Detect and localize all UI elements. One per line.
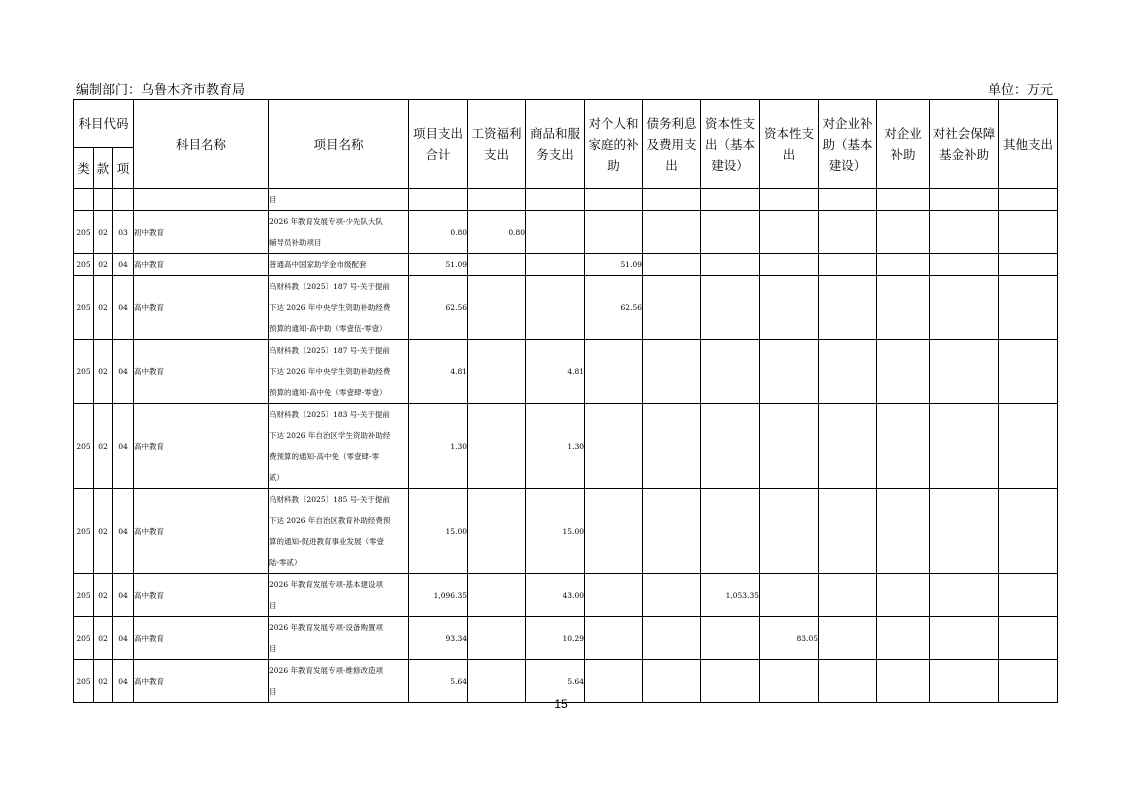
social-security-cell	[930, 211, 999, 254]
capital-cell: 83.05	[760, 617, 819, 660]
wages-cell	[468, 340, 526, 404]
total-cell: 0.80	[409, 211, 468, 254]
social-security-cell	[930, 276, 999, 340]
social-security-cell	[930, 340, 999, 404]
budget-table	[73, 99, 1058, 703]
debt-interest-cell	[643, 340, 701, 404]
lei-cell: 205	[74, 276, 94, 340]
lei-cell: 205	[74, 617, 94, 660]
table-row	[74, 189, 1058, 211]
enterprise-basic-cell	[819, 340, 877, 404]
total-cell: 1,096.35	[409, 574, 468, 617]
social-security-cell	[930, 254, 999, 276]
header-line: 对社会保障	[932, 126, 996, 141]
header-line: 出	[782, 147, 796, 162]
project-name-cell	[269, 617, 409, 660]
header-capital	[760, 100, 819, 189]
kuan-cell: 02	[94, 276, 113, 340]
capital-cell	[760, 340, 819, 404]
table-row	[74, 340, 1058, 404]
personal-subsidy-cell	[585, 211, 643, 254]
debt-interest-cell	[643, 189, 701, 211]
header-line: 务支出	[536, 147, 574, 162]
table-row	[74, 617, 1058, 660]
debt-interest-cell	[643, 489, 701, 574]
personal-subsidy-cell	[585, 189, 643, 211]
other-cell	[999, 276, 1058, 340]
wages-cell	[468, 276, 526, 340]
project-name-line: 2026 年教育发展专项-少先队大队	[269, 217, 384, 226]
project-name-line: 目	[269, 687, 277, 696]
subject-name-cell: 高中教育	[134, 617, 269, 660]
project-name-line: 乌财科教〔2025〕185 号-关于提前	[269, 495, 390, 504]
header-goods-services	[526, 100, 585, 189]
enterprise-cell	[877, 340, 930, 404]
lei-cell: 205	[74, 404, 94, 489]
capital-basic-cell	[701, 211, 760, 254]
debt-interest-cell	[643, 404, 701, 489]
project-name-line: 2026 年教育发展专项-设备购置项	[269, 623, 384, 632]
project-name-line: 2026 年教育发展专项-维修改造项	[269, 666, 384, 675]
table-body	[74, 189, 1058, 703]
project-name-line: 下达 2026 年自治区学生资助补助经	[269, 431, 391, 440]
xiang-cell: 04	[113, 489, 134, 574]
total-cell	[409, 189, 468, 211]
social-security-cell	[930, 574, 999, 617]
wages-cell	[468, 404, 526, 489]
header-line: 合计	[425, 147, 451, 162]
subject-name-cell: 高中教育	[134, 340, 269, 404]
header-debt-interest	[643, 100, 701, 189]
table-row	[74, 211, 1058, 254]
social-security-cell	[930, 189, 999, 211]
project-name-line: 普通高中国家助学金市级配套	[269, 260, 367, 269]
kuan-cell: 02	[94, 489, 113, 574]
debt-interest-cell	[643, 574, 701, 617]
personal-subsidy-cell: 62.56	[585, 276, 643, 340]
goods-services-cell: 1.30	[526, 404, 585, 489]
goods-services-cell	[526, 211, 585, 254]
personal-subsidy-cell	[585, 340, 643, 404]
kuan-cell: 02	[94, 617, 113, 660]
capital-basic-cell: 1,053.35	[701, 574, 760, 617]
header-line: 债务利息	[646, 115, 697, 131]
wages-cell	[468, 189, 526, 211]
capital-cell	[760, 276, 819, 340]
debt-interest-cell	[643, 617, 701, 660]
project-name-line: 贰）	[269, 473, 285, 482]
total-cell: 93.34	[409, 617, 468, 660]
xiang-cell: 04	[113, 660, 134, 703]
project-name-line: 目	[269, 644, 277, 653]
project-name-cell	[269, 489, 409, 574]
enterprise-cell	[877, 211, 930, 254]
header-social-security	[930, 100, 999, 189]
project-name-line: 辅导员补助项目	[269, 238, 322, 247]
social-security-cell	[930, 489, 999, 574]
subject-name-cell	[134, 189, 269, 211]
header-line: 支出	[484, 147, 510, 162]
debt-interest-cell	[643, 211, 701, 254]
project-name-line: 算的通知-促进教育事业发展（零壹	[269, 537, 385, 546]
capital-basic-cell	[701, 254, 760, 276]
header-line: 及费用支	[646, 136, 697, 152]
project-name-line: 陆-零贰）	[269, 558, 302, 567]
total-cell: 4.81	[409, 340, 468, 404]
compiling-department: 编制部门：乌鲁木齐市教育局	[76, 83, 246, 98]
project-name-line: 下达 2026 年自治区教育补助经费预	[269, 516, 391, 525]
other-cell	[999, 340, 1058, 404]
goods-services-cell: 15.00	[526, 489, 585, 574]
unit-label: 单位：万元	[987, 83, 1053, 98]
header-line: 基金补助	[939, 147, 990, 162]
kuan-cell: 02	[94, 211, 113, 254]
enterprise-basic-cell	[819, 574, 877, 617]
subject-name-cell: 高中教育	[134, 574, 269, 617]
debt-interest-cell	[643, 254, 701, 276]
project-name-line: 目	[269, 195, 277, 204]
kuan-cell	[94, 189, 113, 211]
social-security-cell	[930, 617, 999, 660]
lei-cell: 205	[74, 489, 94, 574]
capital-basic-cell	[701, 276, 760, 340]
capital-cell	[760, 404, 819, 489]
capital-cell	[760, 489, 819, 574]
project-name-cell	[269, 340, 409, 404]
kuan-cell: 02	[94, 340, 113, 404]
xiang-cell: 04	[113, 340, 134, 404]
kuan-cell: 02	[94, 660, 113, 703]
enterprise-basic-cell	[819, 189, 877, 211]
lei-cell: 205	[74, 211, 94, 254]
kuan-cell: 02	[94, 404, 113, 489]
capital-cell	[760, 254, 819, 276]
header-line: 助	[607, 157, 620, 173]
kuan-cell: 02	[94, 574, 113, 617]
xiang-cell: 04	[113, 404, 134, 489]
capital-basic-cell	[701, 617, 760, 660]
enterprise-basic-cell	[819, 617, 877, 660]
enterprise-basic-cell	[819, 489, 877, 574]
project-name-line: 费预算的通知-高中免（零壹肆-零	[269, 452, 380, 461]
header-line: 资本性支	[705, 115, 756, 131]
xiang-cell: 04	[113, 254, 134, 276]
wages-cell	[468, 254, 526, 276]
other-cell	[999, 404, 1058, 489]
header-line: 出（基本	[705, 136, 756, 152]
lei-cell: 205	[74, 574, 94, 617]
project-name-line: 目	[269, 601, 277, 610]
table-row	[74, 276, 1058, 340]
header-xiang: 项	[113, 148, 134, 189]
enterprise-cell	[877, 404, 930, 489]
wages-cell	[468, 489, 526, 574]
goods-services-cell: 5.64	[526, 660, 585, 703]
social-security-cell	[930, 404, 999, 489]
project-name-line: 乌财科教〔2025〕187 号-关于提前	[269, 282, 390, 291]
capital-cell	[760, 189, 819, 211]
goods-services-cell	[526, 254, 585, 276]
goods-services-cell: 43.00	[526, 574, 585, 617]
other-cell	[999, 617, 1058, 660]
personal-subsidy-cell	[585, 617, 643, 660]
enterprise-basic-cell	[819, 254, 877, 276]
kuan-cell: 02	[94, 254, 113, 276]
header-project-name: 项目名称	[269, 100, 409, 189]
enterprise-cell	[877, 617, 930, 660]
lei-cell: 205	[74, 660, 94, 703]
project-name-cell	[269, 404, 409, 489]
header-other: 其他支出	[999, 100, 1058, 189]
header-line: 助（基本	[822, 136, 873, 152]
header-kuan: 款	[94, 148, 113, 189]
capital-cell	[760, 574, 819, 617]
capital-basic-cell	[701, 404, 760, 489]
table-row	[74, 404, 1058, 489]
subject-name-cell: 高中教育	[134, 489, 269, 574]
header-capital-basic	[701, 100, 760, 189]
header-line: 建设）	[711, 157, 749, 173]
total-cell: 5.64	[409, 660, 468, 703]
header-total	[409, 100, 468, 189]
other-cell	[999, 574, 1058, 617]
capital-basic-cell	[701, 489, 760, 574]
total-cell: 1.30	[409, 404, 468, 489]
enterprise-cell	[877, 254, 930, 276]
project-name-line: 乌财科教〔2025〕187 号-关于提前	[269, 346, 390, 355]
table-row	[74, 254, 1058, 276]
other-cell	[999, 189, 1058, 211]
subject-name-cell: 高中教育	[134, 254, 269, 276]
project-name-line: 预算的通知-高中助（零壹伍-零壹）	[269, 324, 387, 333]
header-wages	[468, 100, 526, 189]
enterprise-cell	[877, 189, 930, 211]
header-line: 补助	[890, 147, 916, 162]
header-line: 家庭的补	[588, 136, 639, 152]
other-cell	[999, 254, 1058, 276]
personal-subsidy-cell	[585, 489, 643, 574]
goods-services-cell	[526, 189, 585, 211]
enterprise-cell	[877, 574, 930, 617]
lei-cell: 205	[74, 340, 94, 404]
header-line: 对个人和	[588, 115, 639, 131]
header-subject-name: 科目名称	[134, 100, 269, 189]
subject-name-cell: 初中教育	[134, 211, 269, 254]
subject-name-cell: 高中教育	[134, 660, 269, 703]
project-name-cell	[269, 574, 409, 617]
header-enterprise	[877, 100, 930, 189]
wages-cell	[468, 574, 526, 617]
table-row	[74, 574, 1058, 617]
total-cell: 51.09	[409, 254, 468, 276]
xiang-cell: 04	[113, 574, 134, 617]
header-line: 对企业补	[822, 115, 873, 131]
total-cell: 62.56	[409, 276, 468, 340]
project-name-cell	[269, 211, 409, 254]
project-name-line: 乌财科教〔2025〕183 号-关于提前	[269, 410, 390, 419]
header-enterprise-basic	[819, 100, 877, 189]
personal-subsidy-cell	[585, 404, 643, 489]
lei-cell: 205	[74, 254, 94, 276]
debt-interest-cell	[643, 276, 701, 340]
header-line: 对企业	[884, 126, 922, 141]
header-line: 建设）	[828, 157, 867, 173]
wages-cell	[468, 617, 526, 660]
xiang-cell: 04	[113, 276, 134, 340]
enterprise-cell	[877, 276, 930, 340]
other-cell	[999, 489, 1058, 574]
header-line: 出	[665, 157, 678, 173]
header-line: 商品和服	[530, 126, 581, 141]
enterprise-basic-cell	[819, 211, 877, 254]
project-name-line: 下达 2026 年中央学生资助补助经费	[269, 367, 391, 376]
project-name-line: 下达 2026 年中央学生资助补助经费	[269, 303, 391, 312]
capital-basic-cell	[701, 189, 760, 211]
enterprise-basic-cell	[819, 276, 877, 340]
project-name-cell	[269, 189, 409, 211]
subject-name-cell: 高中教育	[134, 276, 269, 340]
enterprise-cell	[877, 489, 930, 574]
xiang-cell	[113, 189, 134, 211]
goods-services-cell	[526, 276, 585, 340]
capital-cell	[760, 211, 819, 254]
header-subject-code: 科目代码	[74, 100, 134, 148]
header-line: 资本性支	[764, 126, 815, 141]
header-line: 项目支出	[413, 126, 464, 141]
wages-cell: 0.80	[468, 211, 526, 254]
xiang-cell: 04	[113, 617, 134, 660]
enterprise-basic-cell	[819, 404, 877, 489]
subject-name-cell: 高中教育	[134, 404, 269, 489]
other-cell	[999, 211, 1058, 254]
project-name-cell	[269, 254, 409, 276]
total-cell: 15.00	[409, 489, 468, 574]
goods-services-cell: 10.29	[526, 617, 585, 660]
personal-subsidy-cell: 51.09	[585, 254, 643, 276]
project-name-line: 预算的通知-高中免（零壹肆-零壹）	[269, 388, 387, 397]
goods-services-cell: 4.81	[526, 340, 585, 404]
project-name-cell	[269, 276, 409, 340]
page-number: 15	[554, 697, 568, 711]
project-name-line: 2026 年教育发展专项-基本建设项	[269, 580, 384, 589]
personal-subsidy-cell	[585, 574, 643, 617]
header-line: 工资福利	[471, 126, 522, 141]
capital-basic-cell	[701, 340, 760, 404]
header-personal-subsidy	[585, 100, 643, 189]
header-lei: 类	[74, 148, 94, 189]
table-row	[74, 489, 1058, 574]
lei-cell	[74, 189, 94, 211]
xiang-cell: 03	[113, 211, 134, 254]
